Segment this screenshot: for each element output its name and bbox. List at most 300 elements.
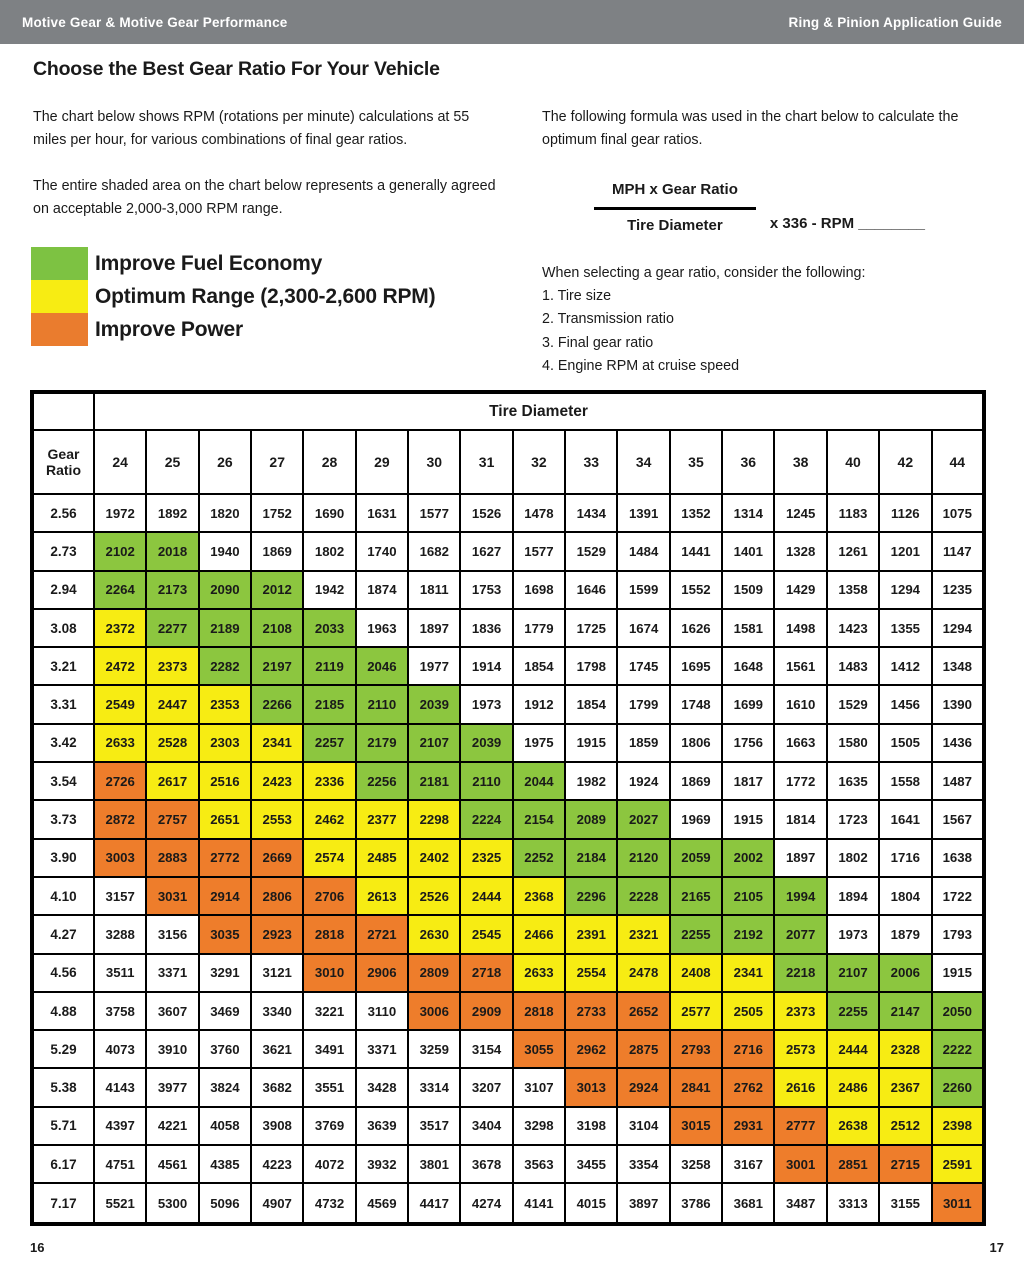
gear-ratio-cell: 5.29 — [32, 1030, 94, 1068]
rpm-cell: 1695 — [670, 647, 722, 685]
rpm-cell: 3824 — [199, 1068, 251, 1106]
rpm-cell: 2512 — [879, 1107, 931, 1145]
page-title: Choose the Best Gear Ratio For Your Vehicle — [33, 58, 440, 80]
rpm-cell: 3551 — [303, 1068, 355, 1106]
rpm-table-row — [32, 877, 984, 915]
rpm-cell: 1638 — [932, 839, 985, 877]
rpm-cell: 2185 — [303, 685, 355, 723]
rpm-cell: 1498 — [774, 609, 826, 647]
gear-ratio-cell: 4.27 — [32, 915, 94, 953]
rpm-cell: 2721 — [356, 915, 408, 953]
rpm-cell: 1183 — [827, 494, 879, 532]
rpm-cell: 1682 — [408, 532, 460, 570]
rpm-cell: 2924 — [617, 1068, 669, 1106]
rpm-table-row — [32, 1183, 984, 1224]
rpm-cell: 1752 — [251, 494, 303, 532]
rpm-cell: 3291 — [199, 954, 251, 992]
gear-ratio-cell: 3.42 — [32, 724, 94, 762]
rpm-cell: 1745 — [617, 647, 669, 685]
rpm-cell: 2119 — [303, 647, 355, 685]
rpm-cell: 1806 — [670, 724, 722, 762]
rpm-cell: 1994 — [774, 877, 826, 915]
rpm-cell: 1631 — [356, 494, 408, 532]
rpm-cell: 2931 — [722, 1107, 774, 1145]
rpm-cell: 2218 — [774, 954, 826, 992]
rpm-cell: 1716 — [879, 839, 931, 877]
rpm-cell: 1423 — [827, 609, 879, 647]
rpm-cell: 2255 — [827, 992, 879, 1030]
rpm-cell: 2875 — [617, 1030, 669, 1068]
rpm-cell: 1897 — [774, 839, 826, 877]
rpm-cell: 2906 — [356, 954, 408, 992]
rpm-cell: 3682 — [251, 1068, 303, 1106]
rpm-cell: 2303 — [199, 724, 251, 762]
rpm-cell: 1799 — [617, 685, 669, 723]
rpm-cell: 2368 — [513, 877, 565, 915]
rpm-cell: 2044 — [513, 762, 565, 800]
gear-ratio-cell: 7.17 — [32, 1183, 94, 1224]
rpm-cell: 2264 — [94, 571, 146, 609]
formula-denominator: Tire Diameter — [627, 216, 723, 234]
rpm-table-row — [32, 609, 984, 647]
rpm-cell: 3371 — [356, 1030, 408, 1068]
rpm-cell: 2613 — [356, 877, 408, 915]
rpm-cell: 1561 — [774, 647, 826, 685]
rpm-cell: 4058 — [199, 1107, 251, 1145]
rpm-cell: 1874 — [356, 571, 408, 609]
rpm-cell: 2377 — [356, 800, 408, 838]
rpm-cell: 1358 — [827, 571, 879, 609]
gear-ratio-formula — [594, 178, 992, 238]
intro-paragraph-2: The entire shaded area on the chart below represents a generally agreed on acceptable 2,000-3,000 RPM range. — [33, 178, 496, 218]
tire-diameter-column-header: 30 — [408, 430, 460, 494]
rpm-cell: 2252 — [513, 839, 565, 877]
rpm-chart — [30, 390, 986, 1226]
tire-diameter-column-header: 25 — [146, 430, 198, 494]
rpm-cell: 2909 — [460, 992, 512, 1030]
rpm-cell: 3198 — [565, 1107, 617, 1145]
rpm-cell: 2633 — [94, 724, 146, 762]
rpm-cell: 3563 — [513, 1145, 565, 1183]
rpm-cell: 2772 — [199, 839, 251, 877]
rpm-table-row — [32, 532, 984, 570]
rpm-cell: 2851 — [827, 1145, 879, 1183]
rpm-table-row — [32, 1107, 984, 1145]
gear-ratio-cell: 3.90 — [32, 839, 94, 877]
rpm-cell: 3621 — [251, 1030, 303, 1068]
rpm-cell: 1969 — [670, 800, 722, 838]
rpm-cell: 1529 — [565, 532, 617, 570]
rpm-cell: 2110 — [460, 762, 512, 800]
rpm-cell: 5521 — [94, 1183, 146, 1224]
gear-ratio-cell: 3.08 — [32, 609, 94, 647]
rpm-cell: 1610 — [774, 685, 826, 723]
tire-diameter-column-header: 28 — [303, 430, 355, 494]
rpm-table-row — [32, 915, 984, 953]
rpm-cell: 2298 — [408, 800, 460, 838]
rpm-cell: 1982 — [565, 762, 617, 800]
rpm-cell: 2296 — [565, 877, 617, 915]
rpm-cell: 1261 — [827, 532, 879, 570]
rpm-cell: 1648 — [722, 647, 774, 685]
rpm-cell: 2777 — [774, 1107, 826, 1145]
rpm-cell: 2962 — [565, 1030, 617, 1068]
rpm-cell: 1972 — [94, 494, 146, 532]
rpm-cell: 2154 — [513, 800, 565, 838]
rpm-table-row — [32, 494, 984, 532]
gear-ratio-header: Gear Ratio — [32, 430, 94, 494]
rpm-cell: 1483 — [827, 647, 879, 685]
rpm-cell: 1390 — [932, 685, 985, 723]
gear-ratio-cell: 2.94 — [32, 571, 94, 609]
rpm-cell: 1942 — [303, 571, 355, 609]
tire-diameter-column-header: 31 — [460, 430, 512, 494]
rpm-cell: 1635 — [827, 762, 879, 800]
rpm-cell: 1328 — [774, 532, 826, 570]
rpm-cell: 2447 — [146, 685, 198, 723]
rpm-cell: 3786 — [670, 1183, 722, 1224]
rpm-cell: 1915 — [565, 724, 617, 762]
rpm-cell: 1802 — [827, 839, 879, 877]
rpm-cell: 2526 — [408, 877, 460, 915]
rpm-cell: 2505 — [722, 992, 774, 1030]
rpm-cell: 1201 — [879, 532, 931, 570]
rpm-cell: 3404 — [460, 1107, 512, 1145]
rpm-cell: 2923 — [251, 915, 303, 953]
consider-list — [542, 285, 992, 378]
rpm-cell: 3487 — [774, 1183, 826, 1224]
gear-ratio-cell: 3.21 — [32, 647, 94, 685]
rpm-cell: 1892 — [146, 494, 198, 532]
rpm-cell: 1753 — [460, 571, 512, 609]
rpm-cell: 1915 — [722, 800, 774, 838]
rpm-cell: 3003 — [94, 839, 146, 877]
formula-suffix: x 336 - RPM ________ — [769, 214, 925, 232]
rpm-cell: 2266 — [251, 685, 303, 723]
rpm-cell: 2255 — [670, 915, 722, 953]
rpm-cell: 1412 — [879, 647, 931, 685]
rpm-cell: 2516 — [199, 762, 251, 800]
rpm-cell: 1577 — [408, 494, 460, 532]
rpm-cell: 2423 — [251, 762, 303, 800]
consider-block — [542, 262, 992, 378]
intro-column — [33, 106, 503, 222]
rpm-cell: 2617 — [146, 762, 198, 800]
rpm-cell: 3354 — [617, 1145, 669, 1183]
rpm-cell: 2818 — [513, 992, 565, 1030]
tire-diameter-column-header: 29 — [356, 430, 408, 494]
rpm-cell: 2353 — [199, 685, 251, 723]
rpm-cell: 1577 — [513, 532, 565, 570]
rpm-cell: 2462 — [303, 800, 355, 838]
rpm-cell: 3511 — [94, 954, 146, 992]
rpm-cell: 2466 — [513, 915, 565, 953]
rpm-cell: 2033 — [303, 609, 355, 647]
rpm-cell: 3221 — [303, 992, 355, 1030]
rpm-cell: 4015 — [565, 1183, 617, 1224]
rpm-cell: 3035 — [199, 915, 251, 953]
rpm-cell: 1772 — [774, 762, 826, 800]
rpm-cell: 1836 — [460, 609, 512, 647]
rpm-cell: 1798 — [565, 647, 617, 685]
rpm-cell: 1456 — [879, 685, 931, 723]
rpm-cell: 1401 — [722, 532, 774, 570]
rpm-cell: 1478 — [513, 494, 565, 532]
rpm-cell: 2260 — [932, 1068, 985, 1106]
rpm-cell: 3977 — [146, 1068, 198, 1106]
tire-diameter-column-header: 44 — [932, 430, 985, 494]
gear-ratio-cell: 5.38 — [32, 1068, 94, 1106]
rpm-cell: 1973 — [827, 915, 879, 953]
gear-ratio-cell: 2.56 — [32, 494, 94, 532]
rpm-cell: 2192 — [722, 915, 774, 953]
gear-ratio-cell: 4.10 — [32, 877, 94, 915]
rpm-table-row — [32, 1145, 984, 1183]
rpm-cell: 3607 — [146, 992, 198, 1030]
rpm-cell: 2107 — [827, 954, 879, 992]
rpm-cell: 2256 — [356, 762, 408, 800]
rpm-cell: 1245 — [774, 494, 826, 532]
tire-diameter-column-header: 33 — [565, 430, 617, 494]
rpm-cell: 1558 — [879, 762, 931, 800]
rpm-cell: 1314 — [722, 494, 774, 532]
rpm-cell: 2478 — [617, 954, 669, 992]
rpm-cell: 2402 — [408, 839, 460, 877]
rpm-cell: 1348 — [932, 647, 985, 685]
rpm-cell: 3011 — [932, 1183, 985, 1224]
rpm-cell: 4417 — [408, 1183, 460, 1224]
rpm-cell: 2574 — [303, 839, 355, 877]
rpm-cell: 4751 — [94, 1145, 146, 1183]
rpm-cell: 2809 — [408, 954, 460, 992]
rpm-cell: 3010 — [303, 954, 355, 992]
rpm-cell: 2793 — [670, 1030, 722, 1068]
rpm-cell: 3156 — [146, 915, 198, 953]
rpm-cell: 2110 — [356, 685, 408, 723]
tire-diameter-column-header: 27 — [251, 430, 303, 494]
rpm-cell: 1723 — [827, 800, 879, 838]
rpm-cell: 3639 — [356, 1107, 408, 1145]
rpm-cell: 1235 — [932, 571, 985, 609]
rpm-cell: 3155 — [879, 1183, 931, 1224]
rpm-cell: 2147 — [879, 992, 931, 1030]
rpm-cell: 2408 — [670, 954, 722, 992]
rpm-cell: 1126 — [879, 494, 931, 532]
rpm-cell: 2651 — [199, 800, 251, 838]
rpm-cell: 5300 — [146, 1183, 198, 1224]
rpm-cell: 3340 — [251, 992, 303, 1030]
rpm-cell: 1294 — [932, 609, 985, 647]
rpm-cell: 3469 — [199, 992, 251, 1030]
rpm-cell: 2120 — [617, 839, 669, 877]
rpm-cell: 2591 — [932, 1145, 985, 1183]
rpm-cell: 1779 — [513, 609, 565, 647]
rpm-cell: 1817 — [722, 762, 774, 800]
rpm-cell: 1505 — [879, 724, 931, 762]
rpm-cell: 2367 — [879, 1068, 931, 1106]
rpm-cell: 1722 — [932, 877, 985, 915]
legend-label-optimum-range: Optimum Range (2,300-2,600 RPM) — [95, 285, 436, 308]
rpm-cell: 1663 — [774, 724, 826, 762]
rpm-cell: 1567 — [932, 800, 985, 838]
rpm-cell: 1434 — [565, 494, 617, 532]
rpm-cell: 2107 — [408, 724, 460, 762]
rpm-cell: 2718 — [460, 954, 512, 992]
consider-item-2: 2. Transmission ratio — [542, 311, 674, 328]
page-number-right: 17 — [989, 1240, 1004, 1255]
rpm-cell: 2554 — [565, 954, 617, 992]
rpm-cell: 2328 — [879, 1030, 931, 1068]
rpm-cell: 1894 — [827, 877, 879, 915]
rpm-cell: 1869 — [670, 762, 722, 800]
rpm-cell: 2616 — [774, 1068, 826, 1106]
gear-ratio-cell: 4.88 — [32, 992, 94, 1030]
rpm-cell: 2325 — [460, 839, 512, 877]
page-number-left: 16 — [30, 1240, 45, 1255]
rpm-table-row — [32, 1030, 984, 1068]
table-corner-cell — [32, 392, 94, 430]
rpm-cell: 1802 — [303, 532, 355, 570]
tire-diameter-span-header: Tire Diameter — [94, 392, 984, 430]
rpm-cell: 1429 — [774, 571, 826, 609]
rpm-cell: 1674 — [617, 609, 669, 647]
gear-ratio-cell: 6.17 — [32, 1145, 94, 1183]
rpm-cell: 2006 — [879, 954, 931, 992]
rpm-cell: 3910 — [146, 1030, 198, 1068]
rpm-cell: 1811 — [408, 571, 460, 609]
tire-diameter-column-header: 42 — [879, 430, 931, 494]
formula-column — [542, 106, 992, 378]
legend-label-fuel-economy: Improve Fuel Economy — [95, 252, 323, 275]
rpm-cell: 2373 — [774, 992, 826, 1030]
rpm-cell: 2444 — [460, 877, 512, 915]
rpm-cell: 5096 — [199, 1183, 251, 1224]
rpm-cell: 2398 — [932, 1107, 985, 1145]
rpm-table-row — [32, 762, 984, 800]
rpm-cell: 3154 — [460, 1030, 512, 1068]
rpm-table — [30, 390, 986, 1226]
rpm-table-row — [32, 647, 984, 685]
rpm-cell: 1854 — [565, 685, 617, 723]
rpm-cell: 2715 — [879, 1145, 931, 1183]
rpm-cell: 1646 — [565, 571, 617, 609]
rpm-cell: 2282 — [199, 647, 251, 685]
rpm-cell: 2277 — [146, 609, 198, 647]
rpm-cell: 4141 — [513, 1183, 565, 1224]
rpm-cell: 3298 — [513, 1107, 565, 1145]
formula-fraction — [594, 178, 756, 238]
rpm-cell: 2872 — [94, 800, 146, 838]
rpm-cell: 1940 — [199, 532, 251, 570]
rpm-cell: 3428 — [356, 1068, 408, 1106]
rpm-cell: 4143 — [94, 1068, 146, 1106]
rpm-cell: 2189 — [199, 609, 251, 647]
rpm-cell: 4385 — [199, 1145, 251, 1183]
rpm-cell: 2472 — [94, 647, 146, 685]
rpm-cell: 3313 — [827, 1183, 879, 1224]
rpm-cell: 2633 — [513, 954, 565, 992]
rpm-cell: 2883 — [146, 839, 198, 877]
rpm-cell: 3013 — [565, 1068, 617, 1106]
rpm-cell: 1912 — [513, 685, 565, 723]
gear-ratio-cell: 4.56 — [32, 954, 94, 992]
rpm-cell: 4907 — [251, 1183, 303, 1224]
header-brand: Motive Gear & Motive Gear Performance — [22, 14, 288, 30]
rpm-cell: 4732 — [303, 1183, 355, 1224]
consider-item-3: 3. Final gear ratio — [542, 334, 654, 351]
rpm-cell: 1756 — [722, 724, 774, 762]
gear-ratio-cell: 2.73 — [32, 532, 94, 570]
rpm-cell: 3314 — [408, 1068, 460, 1106]
rpm-cell: 2630 — [408, 915, 460, 953]
consider-title: When selecting a gear ratio, consider the following: — [542, 264, 866, 281]
rpm-cell: 2444 — [827, 1030, 879, 1068]
rpm-table-row — [32, 1068, 984, 1106]
rpm-cell: 2486 — [827, 1068, 879, 1106]
rpm-cell: 2638 — [827, 1107, 879, 1145]
rpm-cell: 2716 — [722, 1030, 774, 1068]
rpm-cell: 3167 — [722, 1145, 774, 1183]
gear-ratio-cell: 3.73 — [32, 800, 94, 838]
rpm-cell: 4274 — [460, 1183, 512, 1224]
rpm-cell: 1552 — [670, 571, 722, 609]
rpm-cell: 2528 — [146, 724, 198, 762]
rpm-cell: 2173 — [146, 571, 198, 609]
color-legend — [31, 247, 435, 346]
rpm-cell: 3104 — [617, 1107, 669, 1145]
legend-swatch-orange — [31, 313, 88, 346]
rpm-cell: 3760 — [199, 1030, 251, 1068]
rpm-cell: 2108 — [251, 609, 303, 647]
rpm-cell: 3001 — [774, 1145, 826, 1183]
rpm-cell: 3681 — [722, 1183, 774, 1224]
rpm-cell: 2336 — [303, 762, 355, 800]
rpm-cell: 2321 — [617, 915, 669, 953]
rpm-cell: 2341 — [251, 724, 303, 762]
rpm-cell: 1436 — [932, 724, 985, 762]
rpm-cell: 2818 — [303, 915, 355, 953]
rpm-cell: 1725 — [565, 609, 617, 647]
rpm-cell: 1487 — [932, 762, 985, 800]
tire-diameter-column-header: 24 — [94, 430, 146, 494]
formula-intro-paragraph: The following formula was used in the chart below to calculate the optimum final gear ratios. — [542, 109, 959, 149]
rpm-cell: 1580 — [827, 724, 879, 762]
rpm-cell: 3371 — [146, 954, 198, 992]
rpm-cell: 3517 — [408, 1107, 460, 1145]
rpm-table-row — [32, 992, 984, 1030]
rpm-cell: 1814 — [774, 800, 826, 838]
rpm-cell: 2059 — [670, 839, 722, 877]
rpm-cell: 1641 — [879, 800, 931, 838]
rpm-cell: 1973 — [460, 685, 512, 723]
rpm-cell: 2577 — [670, 992, 722, 1030]
rpm-cell: 2485 — [356, 839, 408, 877]
rpm-cell: 1869 — [251, 532, 303, 570]
legend-item-improve-power — [31, 313, 435, 346]
tire-diameter-column-header: 34 — [617, 430, 669, 494]
tire-diameter-column-header: 32 — [513, 430, 565, 494]
rpm-cell: 4223 — [251, 1145, 303, 1183]
rpm-cell: 3455 — [565, 1145, 617, 1183]
rpm-cell: 3121 — [251, 954, 303, 992]
tire-diameter-column-header: 36 — [722, 430, 774, 494]
rpm-cell: 4561 — [146, 1145, 198, 1183]
legend-item-fuel-economy — [31, 247, 435, 280]
rpm-cell: 2806 — [251, 877, 303, 915]
rpm-cell: 2039 — [408, 685, 460, 723]
rpm-cell: 2018 — [146, 532, 198, 570]
rpm-cell: 3110 — [356, 992, 408, 1030]
